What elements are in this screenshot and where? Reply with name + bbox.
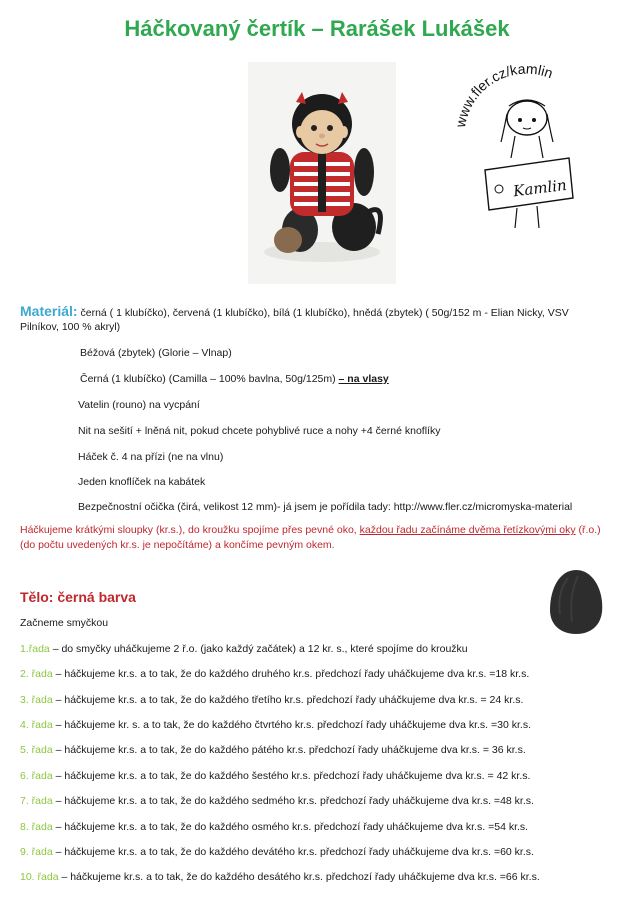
body-part-image [548,568,604,636]
note-line-1 [20,523,601,537]
row-item [20,642,468,656]
svg-text:www.fler.cz/kamlin [455,60,555,129]
material-hair-note: – na vlasy [338,373,389,385]
row-item [20,845,534,859]
material-text-1a: černá ( 1 klubíčko), červená (1 klubíčko), bílá (1 klubíčko), hnědá (zbytek) ( 50g/152 m - Elian Nicky, VSV [77,307,569,319]
row-text: – háčkujeme kr.s. a to tak, že do každého druhého kr.s. předchozí řady uháčkujeme dva kr.s. =18 kr.s. [52,668,530,680]
body-intro: Začneme smyčkou [20,617,109,629]
row-item [20,794,534,808]
row-number: 10. řada [20,871,59,883]
material-line-1 [20,304,569,320]
page-title: Háčkovaný čertík – Rarášek Lukášek [124,16,510,41]
note-line-2: (do počtu uvedených kr.s. je nepočítáme) a končíme pevným okem. [20,539,335,551]
material-line-2: Béžová (zbytek) (Glorie – Vlnap) [80,347,232,359]
material-text-3a: Černá (1 klubíčko) (Camilla – 100% bavlna, 50g/125m) [80,373,339,385]
row-text: – háčkujeme kr.s. a to tak, že do každého osmého kr.s. předchozí řady uháčkujeme dva kr.s. =54 kr.s. [52,821,529,833]
row-number: 2. řada [20,668,53,680]
material-line-7: Jeden knoflíček na kabátek [78,476,206,488]
logo-signature: Kamlin [512,175,568,201]
row-item [20,718,531,732]
crochet-ball-image [548,568,604,636]
material-label: Materiál: [20,303,78,319]
row-item [20,820,528,834]
material-line-8: Bezpečnostní očička (čirá, velikost 12 mm)- já jsem je pořídila tady: http://www.fler.cz/micromyska-material [78,501,573,513]
row-item [20,693,523,707]
section-heading-body: Tělo: černá barva [20,589,136,605]
kamlin-girl-drawing [455,58,595,233]
row-item [20,870,540,884]
row-text: – háčkujeme kr.s. a to tak, že do každého pátého kr.s. předchozí řady uháčkujeme dva kr.s. = 36 kr.s. [52,744,526,756]
row-number: 9. řada [20,846,53,858]
row-item [20,769,530,783]
note-emphasis: každou řadu začínáme dvěma řetízkovými oky [359,524,576,536]
material-line-5: Nit na sešití + lněná nit, pokud chcete pohyblivé ruce a nohy +4 černé knoflíky [78,425,441,437]
row-number: 8. řada [20,821,53,833]
logo-url-text: ww.fler.cz/kamlin [455,60,556,120]
row-number: 5. řada [20,744,53,756]
material-line-6: Háček č. 4 na přízi (ne na vlnu) [78,451,224,463]
row-text: – háčkujeme kr. s. a to tak, že do každého čtvrtého kr.s. předchozí řady uháčkujeme dva kr.s. =30 kr.s. [52,719,531,731]
note-text-3: (ř.o.) [575,524,601,536]
material-line-1b: Pilníkov, 100 % akryl) [20,321,121,333]
kamlin-logo [455,58,595,233]
row-item [20,743,526,757]
row-number: 1.řada [20,643,50,655]
row-number: 4. řada [20,719,53,731]
material-line-3 [80,372,389,386]
row-text: – háčkujeme kr.s. a to tak, že do každého šestého kr.s. předchozí řady uháčkujeme dva kr.s. = 42 kr.s. [52,770,531,782]
row-text: – do smyčky uháčkujeme 2 ř.o. (jako každý začátek) a 12 kr. s., které spojíme do kroužku [49,643,468,655]
row-number: 7. řada [20,795,53,807]
row-text: – háčkujeme kr.s. a to tak, že do každého třetího kr.s. předchozí řady uháčkujeme dva kr.s. = 24 kr.s. [52,694,524,706]
crochet-devil-doll-image [248,62,396,284]
row-text: – háčkujeme kr.s. a to tak, že do každého devátého kr.s. předchozí řady uháčkujeme dva kr.s. =60 kr.s. [52,846,534,858]
note-text-1: Háčkujeme krátkými sloupky (kr.s.), do kroužku spojíme přes pevné oko, [20,524,360,536]
row-item [20,667,529,681]
row-number: 3. řada [20,694,53,706]
material-line-4: Vatelin (rouno) na vycpání [78,399,200,411]
row-text: – háčkujeme kr.s. a to tak, že do každého desátého kr.s. předchozí řady uháčkujeme dva kr.s. =66 kr.s. [58,871,540,883]
row-text: – háčkujeme kr.s. a to tak, že do každého sedmého kr.s. předchozí řady uháčkujeme dva kr.s. =48 kr.s. [52,795,534,807]
row-number: 6. řada [20,770,53,782]
doll-photo [248,62,396,284]
